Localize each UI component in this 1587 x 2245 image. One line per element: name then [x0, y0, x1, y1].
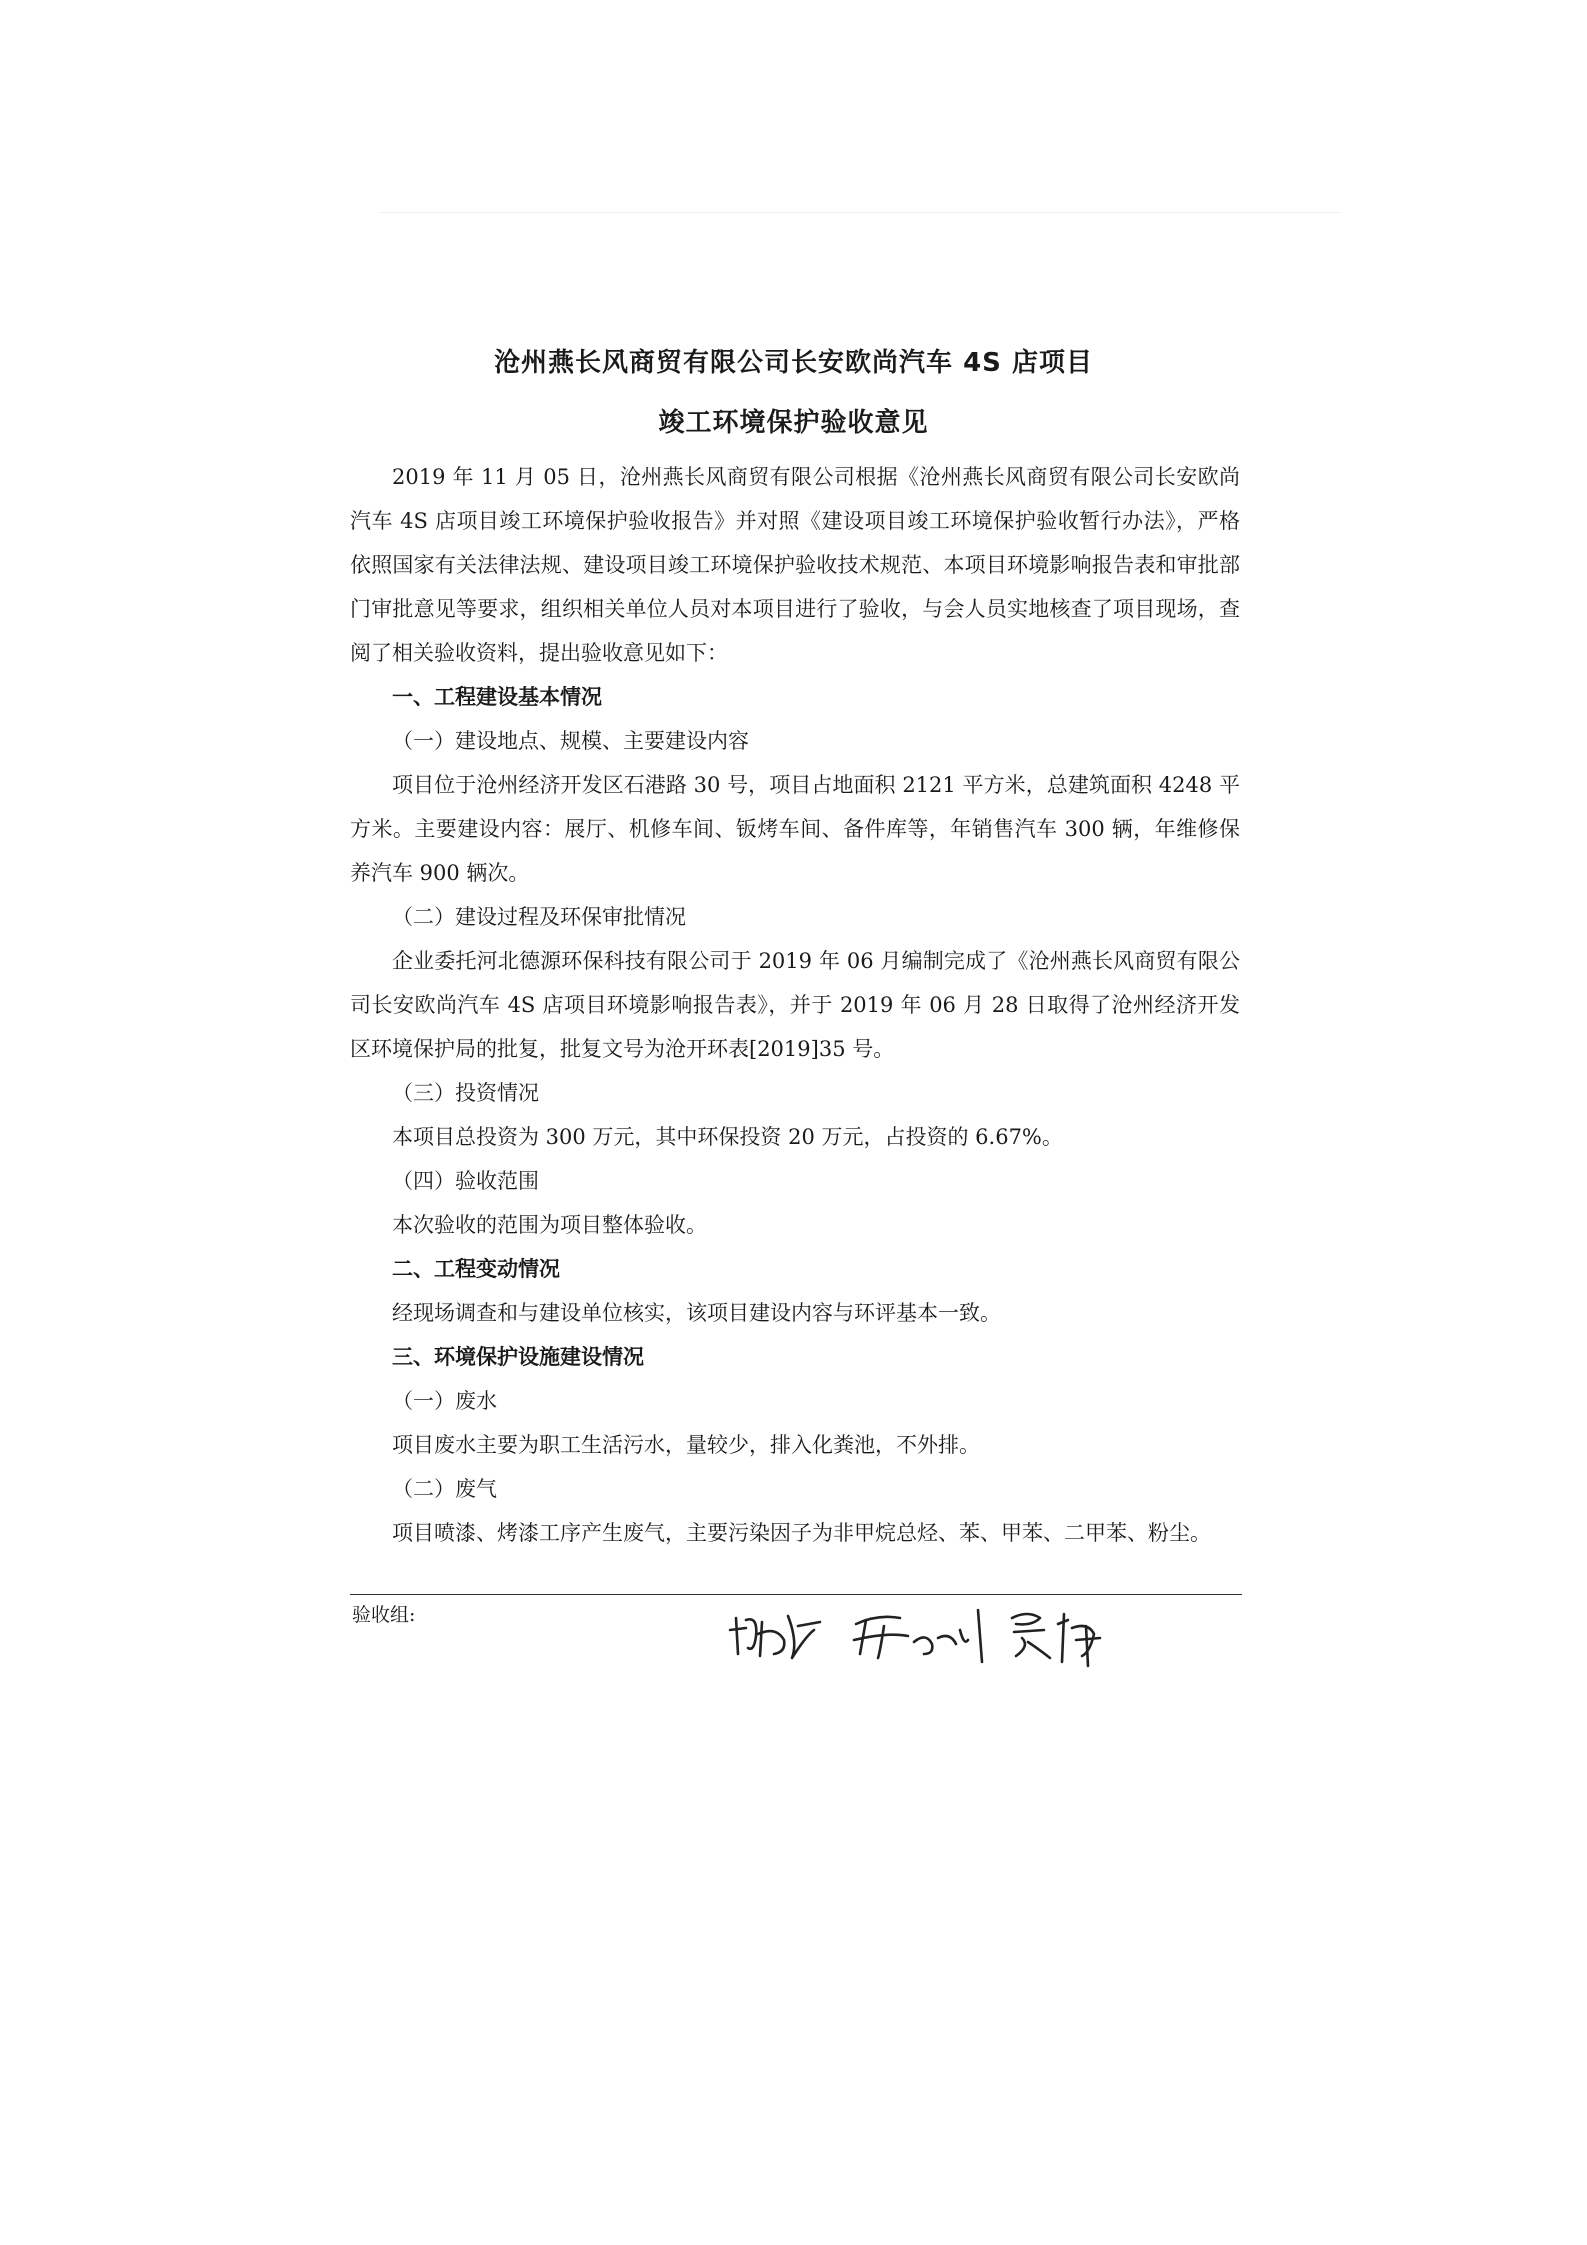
subsection-heading: （二）废气 [392, 1477, 497, 1501]
paragraph: 项目废水主要为职工生活污水，量较少，排入化粪池，不外排。 [392, 1433, 980, 1457]
subsection-heading: （二）建设过程及环保审批情况 [392, 905, 686, 929]
subsection-heading: （一）建设地点、规模、主要建设内容 [392, 729, 749, 753]
section-heading: 一、工程建设基本情况 [392, 684, 602, 709]
handwritten-signatures [728, 1596, 1148, 1676]
intro-paragraph: 2019 年 11 月 05 日，沧州燕长风商贸有限公司根据《沧州燕长风商贸有限公司长安欧尚汽车 4S 店项目竣工环境保护验收报告》并对照《建设项目竣工环境保护验收暂行办法》，严格依照国家有关法律法规、建设项目竣工环境保护验收技术规范、本项目环境影响报告表和审批部门审批意见等要求，组织相关单位人员对本项目进行了验收，与会人员实地核查了项目现场，查阅了相关验收资料，提出验收意见如下： [350, 465, 1240, 665]
paragraph: 本次验收的范围为项目整体验收。 [392, 1213, 707, 1237]
document-body [350, 455, 1240, 1555]
section-heading: 三、环境保护设施建设情况 [392, 1344, 644, 1369]
document-title: 沧州燕长风商贸有限公司长安欧尚汽车 4S 店项目 [494, 348, 1093, 378]
paragraph: 项目位于沧州经济开发区石港路 30 号，项目占地面积 2121 平方米，总建筑面积 4248 平方米。主要建设内容：展厅、机修车间、钣烤车间、备件库等，年销售汽车 300 辆，年维修保养汽车 900 辆次。 [350, 773, 1240, 885]
scan-artifact-line [380, 212, 1340, 213]
signature-label: 验收组: [352, 1604, 416, 1626]
subsection-heading: （四）验收范围 [392, 1169, 539, 1193]
paragraph: 企业委托河北德源环保科技有限公司于 2019 年 06 月编制完成了《沧州燕长风商贸有限公司长安欧尚汽车 4S 店项目环境影响报告表》，并于 2019 年 06 月 28 日取得了沧州经济开发区环境保护局的批复，批复文号为沧开环表[2019]35 号。 [350, 949, 1240, 1061]
section-heading: 二、工程变动情况 [392, 1256, 560, 1281]
subsection-heading: （三）投资情况 [392, 1081, 539, 1105]
document-subtitle: 竣工环境保护验收意见 [658, 408, 929, 438]
paragraph: 经现场调查和与建设单位核实，该项目建设内容与环评基本一致。 [392, 1301, 1001, 1325]
subsection-heading: （一）废水 [392, 1389, 497, 1413]
paragraph: 本项目总投资为 300 万元，其中环保投资 20 万元，占投资的 6.67%。 [392, 1125, 1063, 1149]
paragraph: 项目喷漆、烤漆工序产生废气，主要污染因子为非甲烷总烃、苯、甲苯、二甲苯、粉尘。 [392, 1521, 1211, 1545]
signature-line [350, 1594, 1242, 1595]
